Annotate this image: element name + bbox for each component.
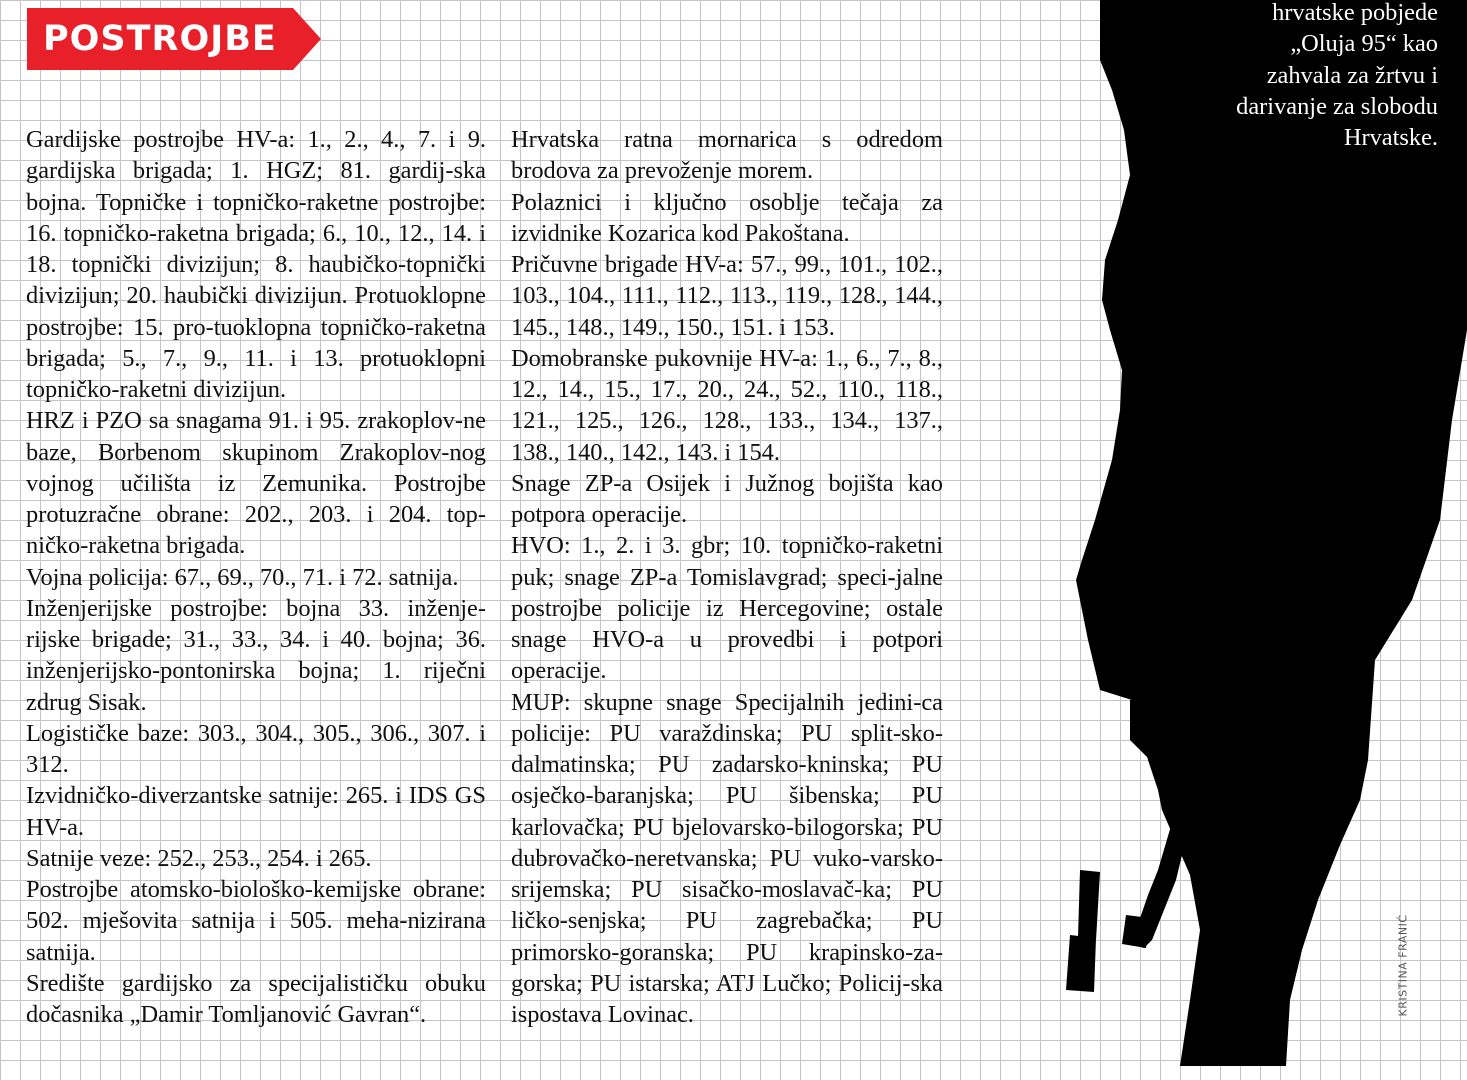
paragraph: Postrojbe atomsko-biološko-kemijske obrane: 502. mješovita satnija i 505. meha-nizirana satnija. — [26, 876, 486, 966]
paragraph: Gardijske postrojbe HV-a: 1., 2., 4., 7. i 9. gardijska brigada; 1. HGZ; 81. gardij-ska bojna. Topničke i topničko-raketne postrojbe: 16. topničko-raketna brigada; 6., 10., 12., 14. i 18. topnički divizijun; 8. haubičko-topnički divizijun; 20. haubički divizijun. Protuoklopne postrojbe: 15. pro-tuoklopna topničko-raketna brigada; 5., 7., 9., 11. i 13. protuoklopni topničko-raketni divizijun. — [26, 126, 486, 403]
right-text-column — [511, 124, 943, 1030]
caption-line: Hrvatske. — [1343, 124, 1438, 152]
caption-line: zahvala za žrtvu i — [1266, 61, 1438, 89]
photo-caption — [1138, 0, 1438, 153]
caption-line: hrvatske pobjede — [1272, 0, 1438, 26]
paragraph: MUP: skupne snage Specijalnih jedini-ca policije: PU varaždinska; PU split-sko-dalmatinska; PU zadarsko-kninska; PU osječko-baranjska; PU šibenska; PU karlovačka; PU bjelovarsko-bilogorska; PU dubrovačko-neretvanska; PU vuko-varsko-srijemska; PU sisačko-moslavač-ka; PU ličko-senjska; PU zagrebačka; PU primorsko-goranska; PU krapinsko-za-gorska; PU istarska; ATJ Lučko; Policij-ska ispostava Lovinac. — [511, 688, 943, 1028]
paragraph: Središte gardijsko za specijalističku obuku dočasnika „Damir Tomljanović Gavran“. — [26, 969, 486, 1028]
caption-line: darivanje za slobodu — [1236, 92, 1438, 120]
paragraph: Hrvatska ratna mornarica s odredom brodova za prevoženje morem. — [511, 126, 943, 185]
paragraph: HRZ i PZO sa snagama 91. i 95. zrakoplov-ne baze, Borbenom skupinom Zrakoplov-nog vojnog učilišta iz Zemunika. Postrojbe protuzračne obrane: 202., 203. i 204. top-ničko-raketna brigada. — [26, 407, 486, 560]
paragraph: Vojna policija: 67., 69., 70., 71. i 72. satnija. — [26, 563, 459, 591]
paragraph: Izvidničko-diverzantske satnije: 265. i IDS GS HV-a. — [26, 782, 486, 841]
caption-line: „Oluja 95“ kao — [1290, 30, 1438, 58]
section-banner — [27, 8, 321, 70]
paragraph: Domobranske pukovnije HV-a: 1., 6., 7., 8., 12., 14., 15., 17., 20., 24., 52., 110., 118., 121., 125., 126., 128., 133., 134., 137., 138., 140., 142., 143. i 154. — [511, 344, 943, 466]
paragraph: Inženjerijske postrojbe: bojna 33. inženje-rijske brigade; 31., 33., 34. i 40. bojna; 36. inženjerijsko-pontonirska bojna; 1. riječni zdrug Sisak. — [26, 594, 486, 716]
paragraph: Pričuvne brigade HV-a: 57., 99., 101., 102., 103., 104., 111., 112., 113., 119., 128., 144., 145., 148., 149., 150., 151. i 153. — [511, 251, 943, 341]
photo-credit — [1392, 900, 1414, 1030]
paragraph: Snage ZP-a Osijek i Južnog bojišta kao potpora operacije. — [511, 469, 943, 528]
paragraph: Polaznici i ključno osoblje tečaja za izvidnike Kozarica kod Pakoštana. — [511, 188, 943, 247]
paragraph: Satnije veze: 252., 253., 254. i 265. — [26, 844, 372, 872]
section-title: POSTROJBE — [43, 19, 277, 59]
photo-credit-text: KRISTINA FRANIĆ — [1396, 914, 1410, 1016]
paragraph: Logističke baze: 303., 304., 305., 306., 307. i 312. — [26, 719, 486, 778]
left-text-column — [26, 124, 486, 1030]
paragraph: HVO: 1., 2. i 3. gbr; 10. topničko-raketni puk; snage ZP-a Tomislavgrad; speci-jalne postrojbe policije iz Hercegovine; ostale snage HVO-a u provedbi i potpori operacije. — [511, 532, 943, 685]
